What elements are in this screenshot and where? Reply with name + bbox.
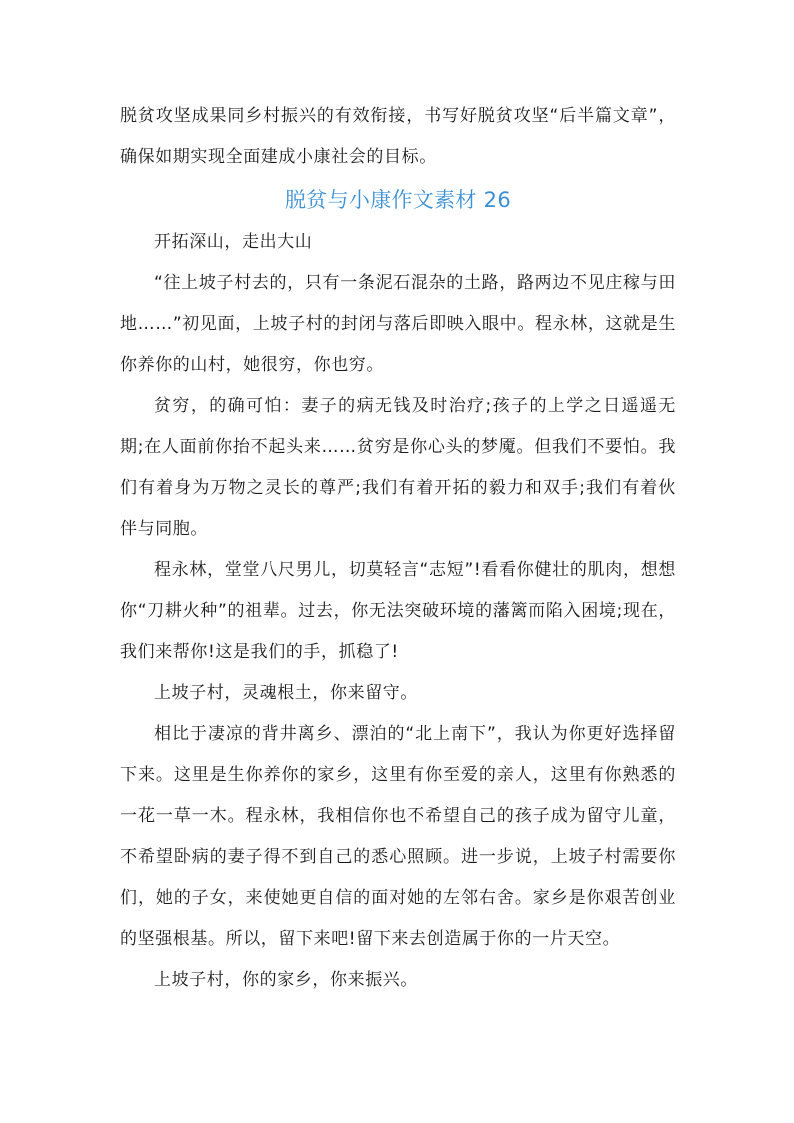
paragraph: “往上坡子村去的，只有一条泥石混杂的土路，路两边不见庄稼与田地……”初见面，上坡子村的封闭与落后即映入眼中。程永林，这就是生你养你的山村，她很穷，你也穷。 (120, 273, 676, 375)
intro-paragraph: 脱贫攻坚成果同乡村振兴的有效衔接，书写好脱贫攻坚“后半篇文章”，确保如期实现全面建成小康社会的目标。 (120, 106, 676, 167)
paragraph: 程永林，堂堂八尺男儿，切莫轻言“志短”!看看你健壮的肌肉，想想你“刀耕火种”的祖辈。过去，你无法突破环境的藩篱而陷入困境;现在，我们来帮你!这是我们的手，抓稳了! (120, 560, 676, 662)
paragraph: 上坡子村，你的家乡，你来振兴。 (154, 970, 418, 990)
document-body (120, 96, 676, 1001)
paragraph: 上坡子村，灵魂根土，你来留守。 (154, 683, 418, 703)
article-title: 脱贫与小康作文素材 26 (285, 188, 511, 212)
paragraph-subtitle: 开拓深山，走出大山 (154, 232, 313, 252)
paragraph: 贫穷，的确可怕：妻子的病无钱及时治疗;孩子的上学之日遥遥无期;在人面前你抬不起头来……贫穷是你心头的梦魇。但我们不要怕。我们有着身为万物之灵长的尊严;我们有着开拓的毅力和双手;我们有着伙伴与同胞。 (120, 396, 676, 539)
paragraph: 相比于凄凉的背井离乡、漂泊的“北上南下”，我认为你更好选择留下来。这里是生你养你的家乡，这里有你至爱的亲人，这里有你熟悉的一花一草一木。程永林，我相信你也不希望自己的孩子成为留守儿童，不希望卧病的妻子得不到自己的悉心照顾。进一步说，上坡子村需要你们，她的子女，来使她更自信的面对她的左邻右舍。家乡是你艰苦创业的坚强根基。所以，留下来吧!留下来去创造属于你的一片天空。 (120, 724, 676, 949)
